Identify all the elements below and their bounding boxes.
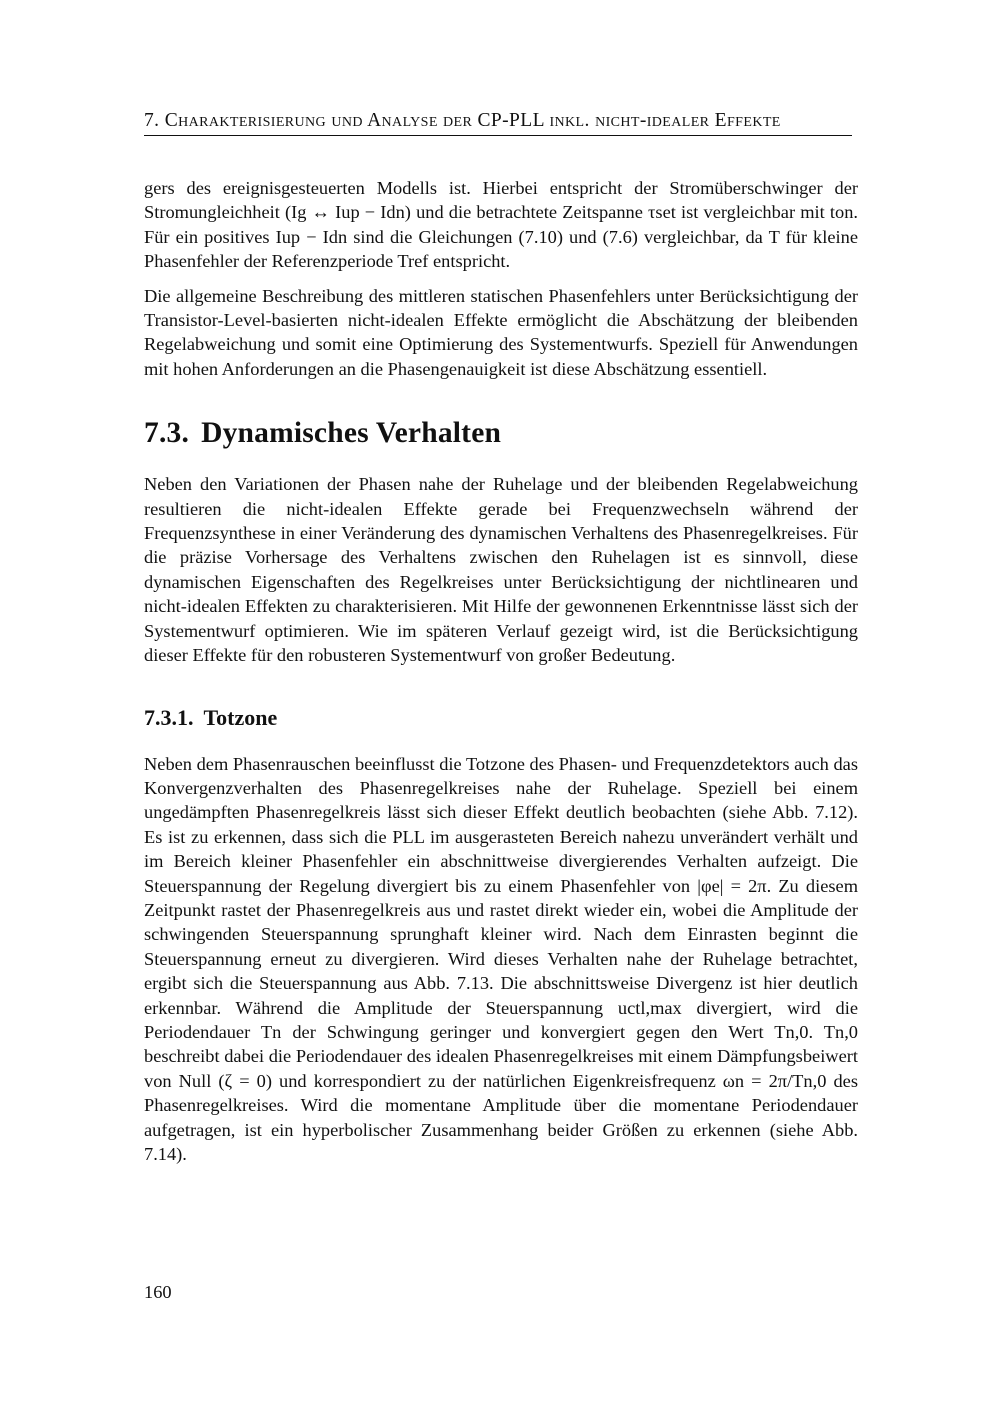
subsection-heading <box>144 704 858 732</box>
section-number: 7.3. <box>144 417 190 450</box>
section-title: Dynamisches Verhalten <box>201 417 502 450</box>
subsection-title: Totzone <box>203 704 278 730</box>
page-number: 160 <box>144 1282 172 1302</box>
paragraph-dead-zone: Neben dem Phasenrauschen beeinflusst die Totzone des Phasen- und Frequenzdetektors auch das Konvergenzverhalten des Phasenregelkreises nahe der Ruhelage. Speziell bei einem ungedämpften Phasenregelkreis lässt sich dieser Effekt deutlich beobachten (siehe Abb. 7.12). Es ist zu erkennen, dass sich die PLL im ausgerasteten Bereich nahezu unverändert verhält und im Bereich kleiner Phasenfehler ein abschnittweise divergierendes Verhalten aufzeigt. Die Steuerspannung der Regelung divergiert bis zu einem Phasenfehler von |φe| = 2π. Zu diesem Zeitpunkt rastet der Phasenregelkreis aus und rastet direkt wieder ein, wobei die Amplitude der schwingenden Steuerspannung sprunghaft kleiner wird. Nach dem Einrasten beginnt die Steuerspannung erneut zu divergieren. Wird dieses Verhalten nahe der Ruhelage betrachtet, ergibt sich die Steuerspannung aus Abb. 7.13. Die abschnittsweise Divergenz ist hier deutlich erkennbar. Während die Amplitude der Steuerspannung uctl,max divergiert, wird die Periodendauer Tn der Schwingung geringer und konvergiert gegen den Wert Tn,0. Tn,0 beschreibt dabei die Periodendauer des idealen Phasenregelkreises mit einem Dämpfungsbeiwert von Null (ζ = 0) und korrespondiert zu der natürlichen Eigenkreisfrequenz ωn = 2π/Tn,0 des Phasenregelkreises. Wird die momentane Amplitude über die momentane Periodendauer aufgetragen, ist ein hyperbolischer Zusammenhang beider Größen zu erkennen (siehe Abb. 7.14). <box>144 753 858 1164</box>
paragraph-phase-error-summary: Die allgemeine Beschreibung des mittleren statischen Phasenfehlers unter Berücksichtigung der Transistor-Level-basierten nicht-idealen Effekte ermöglicht die Abschätzung der bleibenden Regelabweichung und somit eine Optimierung des Systementwurfs. Speziell für Anwendungen mit hohen Anforderungen an die Phasengenauigkeit ist diese Abschätzung essentiell. <box>144 285 858 379</box>
section-heading <box>144 414 858 452</box>
page-body <box>144 176 858 1166</box>
running-header: 7. Charakterisierung und Analyse der CP-PLL inkl. nicht-idealer Effekte <box>144 108 852 136</box>
subsection-number: 7.3.1. <box>144 704 194 730</box>
paragraph-continuation: gers des ereignisgesteuerten Modells ist. Hierbei entspricht der Stromüberschwinger der Stromungleichheit (Ig ↔ Iup − Idn) und die betrachtete Zeitspanne τset ist vergleichbar mit ton. Für ein positives Iup − Idn sind die Gleichungen (7.10) und (7.6) vergleichbar, da T für kleine Phasenfehler der Referenzperiode Tref entspricht. <box>144 178 858 272</box>
paragraph-dynamic-behavior: Neben den Variationen der Phasen nahe der Ruhelage und der bleibenden Regelabweichung resultieren die nicht-idealen Effekte gerade bei Frequenzwechseln während der Frequenzsynthese in einer Veränderung des dynamischen Verhaltens des Phasenregelkreises. Für die präzise Vorhersage des Verhaltens zwischen den Ruhelagen ist es sinnvoll, diese dynamischen Eigenschaften des Regelkreises unter Berücksichtigung der nichtlinearen und nicht-idealen Effekten zu charakterisieren. Mit Hilfe der gewonnenen Erkenntnisse lässt sich der Systementwurf optimieren. Wie im späteren Verlauf gezeigt wird, ist die Berücksichtigung dieser Effekte für den robusteren Systementwurf von großer Bedeutung. <box>144 474 858 666</box>
